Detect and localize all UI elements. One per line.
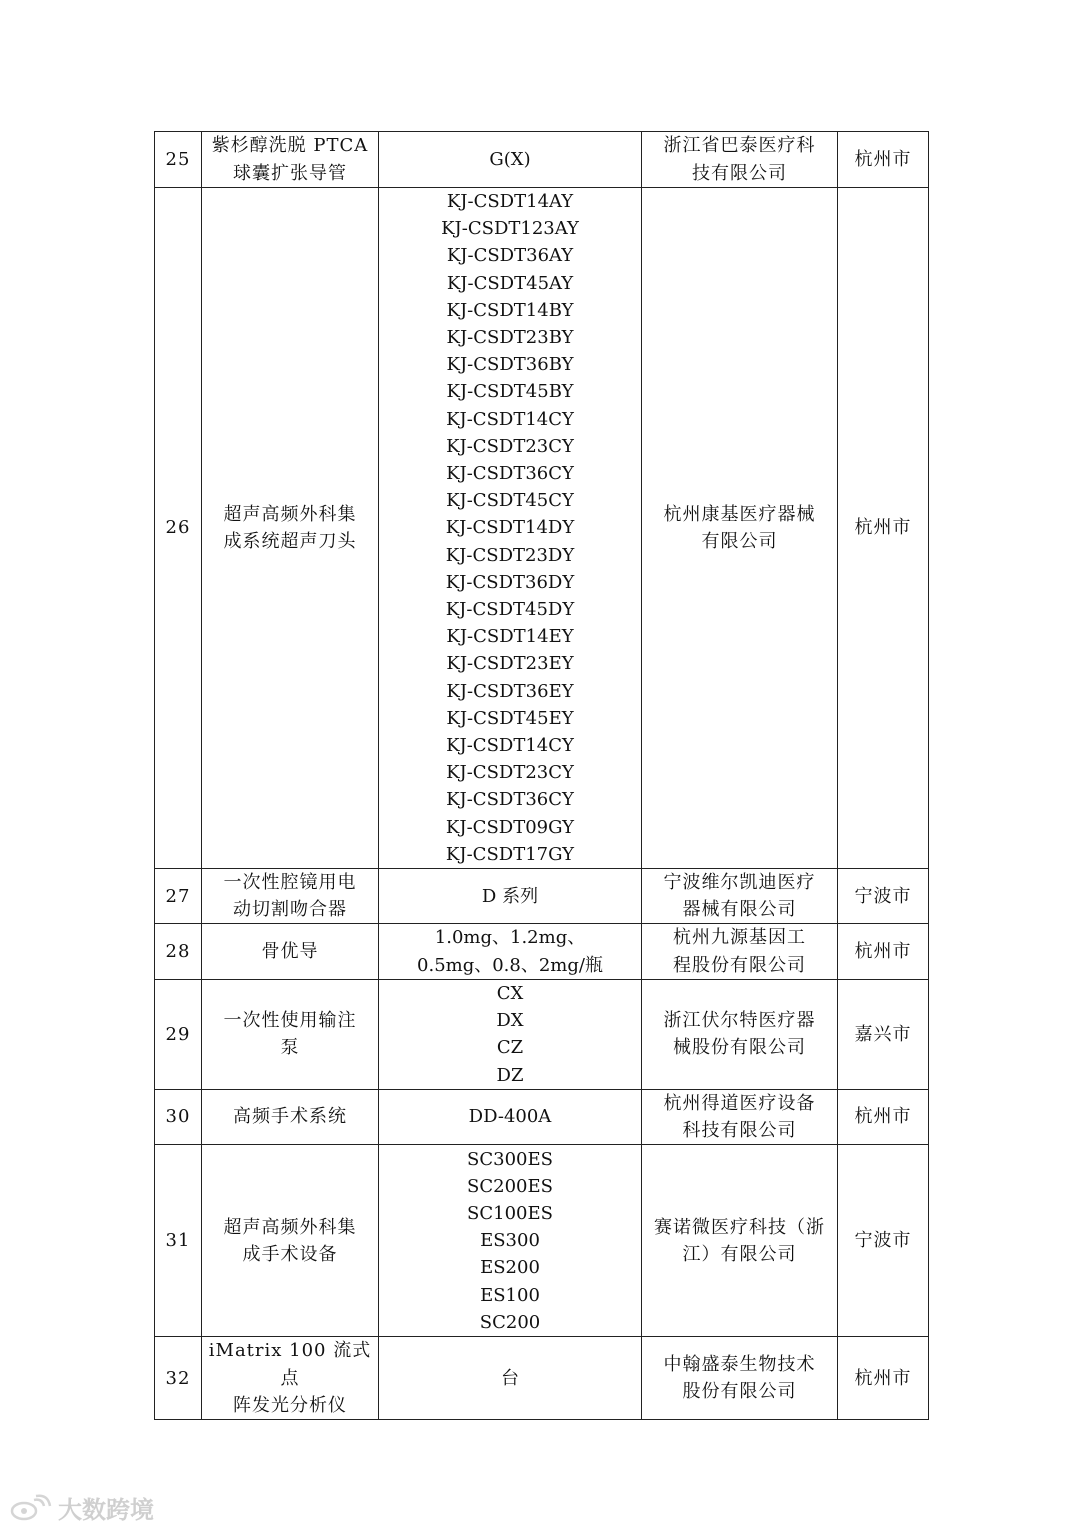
product-name-line: 超声高频外科集 (223, 1216, 357, 1238)
company-name-line: 股份有限公司 (682, 1381, 797, 1403)
product-model-line: KJ-CSDT14AY (446, 191, 574, 212)
product-model-line: KJ-CSDT23EY (446, 653, 574, 675)
product-model (379, 1089, 642, 1144)
table-row (155, 188, 929, 869)
product-name (202, 869, 379, 924)
product-name-line: 泵 (280, 1037, 300, 1059)
city: 杭州市 (838, 188, 929, 869)
table-row (155, 1337, 929, 1420)
product-model (379, 869, 642, 924)
table-row (155, 924, 929, 979)
product-model-line: KJ-CSDT14DY (445, 517, 575, 539)
table-row (155, 132, 929, 188)
row-number: 28 (155, 924, 202, 979)
row-number: 27 (155, 869, 202, 924)
company-name (642, 924, 838, 979)
product-model-line: KJ-CSDT17GY (445, 843, 575, 865)
product-model-line: KJ-CSDT14BY (446, 299, 574, 321)
product-model-line: ES200 (480, 1257, 540, 1279)
company-name-line: 有限公司 (701, 531, 778, 553)
product-name-line: 一次性腔镜用电 (223, 872, 357, 894)
product-name-line: iMatrix 100 流式点 (208, 1340, 372, 1389)
product-model-line: SC200 (479, 1311, 541, 1333)
company-name-line: 杭州九源基因工 (673, 927, 806, 949)
row-number: 32 (155, 1337, 202, 1420)
company-name-line: 科技有限公司 (682, 1120, 797, 1142)
company-name-line: 赛诺微医疗科技（浙 (654, 1216, 825, 1238)
company-name-line: 浙江省巴泰医疗科 (663, 135, 816, 157)
product-model-line: KJ-CSDT36BY (446, 354, 574, 376)
product-model-line: KJ-CSDT36DY (445, 571, 575, 593)
watermark-text: 大数跨境 (58, 1496, 154, 1524)
product-name-line: 球囊扩张导管 (233, 162, 347, 184)
product-model (379, 188, 642, 869)
city: 宁波市 (838, 869, 929, 924)
product-model-line: KJ-CSDT45AY (446, 272, 574, 294)
city: 宁波市 (838, 1145, 929, 1337)
table-row (155, 1145, 929, 1337)
row-number: 31 (155, 1145, 202, 1337)
row-number: 26 (155, 188, 202, 869)
table-row (155, 979, 929, 1089)
product-name-line: 动切割吻合器 (233, 899, 347, 921)
city: 嘉兴市 (838, 979, 929, 1089)
product-model-line: KJ-CSDT36EY (446, 680, 574, 702)
company-name (642, 869, 838, 924)
company-name (642, 188, 838, 869)
product-model-line: KJ-CSDT45BY (446, 381, 574, 403)
product-name-line: 成系统超声刀头 (223, 531, 357, 553)
product-name-line: 阵发光分析仪 (233, 1394, 347, 1416)
company-name-line: 杭州康基医疗器械 (663, 503, 816, 525)
product-model-line: G(X) (489, 148, 531, 170)
product-model-line: SC200ES (467, 1175, 553, 1197)
company-name-line: 械股份有限公司 (673, 1037, 806, 1059)
product-model-line: KJ-CSDT14EY (446, 626, 574, 648)
product-model-line: SC100ES (467, 1202, 553, 1224)
table-row (155, 869, 929, 924)
city: 杭州市 (838, 1089, 929, 1144)
product-name (202, 1337, 379, 1420)
product-model-line: KJ-CSDT23BY (446, 327, 574, 349)
product-model-line: 1.0mg、1.2mg、 (434, 927, 586, 949)
product-model-line: D 系列 (481, 885, 539, 907)
product-model-line: KJ-CSDT45CY (446, 490, 574, 512)
product-model-line: CX (496, 982, 524, 1004)
product-model-line: KJ-CSDT36AY (446, 245, 574, 267)
product-name-line: 骨优导 (261, 941, 319, 963)
company-name (642, 979, 838, 1089)
city: 杭州市 (838, 1337, 929, 1420)
company-name-line: 中翰盛泰生物技术 (663, 1353, 816, 1375)
company-name-line: 器械有限公司 (682, 899, 797, 921)
product-model-line: 0.5mg、0.8、2mg/瓶 (417, 954, 603, 976)
product-model-line: DD-400A (468, 1106, 552, 1128)
product-model-line: SC300ES (467, 1148, 553, 1170)
product-model (379, 924, 642, 979)
company-name-line: 杭州得道医疗设备 (663, 1092, 816, 1114)
product-model-line: KJ-CSDT36CY (446, 789, 574, 811)
product-model-line: DX (496, 1010, 524, 1032)
company-name (642, 1145, 838, 1337)
product-table (154, 131, 929, 1420)
product-model-line: KJ-CSDT23CY (446, 435, 574, 457)
product-model-line: KJ-CSDT23DY (445, 544, 575, 566)
company-name-line: 浙江伏尔特医疗器 (663, 1010, 816, 1032)
company-name-line: 技有限公司 (692, 162, 787, 184)
product-model-line: 台 (501, 1367, 519, 1389)
product-name-line: 紫杉醇洗脱 PTCA (211, 135, 369, 157)
table-row (155, 1089, 929, 1144)
product-name-line: 超声高频外科集 (223, 503, 357, 525)
product-model-line: KJ-CSDT45DY (445, 599, 575, 621)
product-model (379, 1337, 642, 1420)
product-model-line: KJ-CSDT45EY (446, 707, 574, 729)
row-number: 25 (155, 132, 202, 188)
product-name (202, 979, 379, 1089)
weibo-logo-icon (10, 1494, 54, 1522)
product-model-line: CZ (496, 1037, 524, 1059)
row-number: 30 (155, 1089, 202, 1144)
company-name-line: 程股份有限公司 (673, 954, 806, 976)
company-name-line: 江）有限公司 (682, 1243, 797, 1265)
product-model-line: KJ-CSDT09GY (445, 816, 575, 838)
product-model (379, 132, 642, 188)
product-model-line: KJ-CSDT36CY (446, 463, 574, 485)
company-name-line: 宁波维尔凯迪医疗 (663, 872, 816, 894)
product-model-line: KJ-CSDT123AY (441, 218, 579, 240)
product-name (202, 1145, 379, 1337)
watermark (10, 1490, 154, 1525)
product-model (379, 1145, 642, 1337)
product-model-line: ES300 (480, 1230, 540, 1252)
product-model-line: DZ (496, 1064, 524, 1086)
city: 杭州市 (838, 132, 929, 188)
product-model (379, 979, 642, 1089)
product-name-line: 一次性使用输注 (223, 1010, 357, 1032)
product-name-line: 成手术设备 (242, 1243, 338, 1265)
product-name-line: 高频手术系统 (233, 1106, 347, 1128)
product-model-line: KJ-CSDT14CY (446, 408, 574, 430)
company-name (642, 1089, 838, 1144)
product-name (202, 188, 379, 869)
product-model-line: KJ-CSDT14CY (446, 735, 574, 757)
product-name (202, 132, 379, 188)
company-name (642, 132, 838, 188)
row-number: 29 (155, 979, 202, 1089)
table-body (155, 132, 929, 1420)
product-model-line: KJ-CSDT23CY (446, 762, 574, 784)
product-model-line: ES100 (480, 1284, 540, 1306)
product-name (202, 924, 379, 979)
city: 杭州市 (838, 924, 929, 979)
product-name (202, 1089, 379, 1144)
company-name (642, 1337, 838, 1420)
